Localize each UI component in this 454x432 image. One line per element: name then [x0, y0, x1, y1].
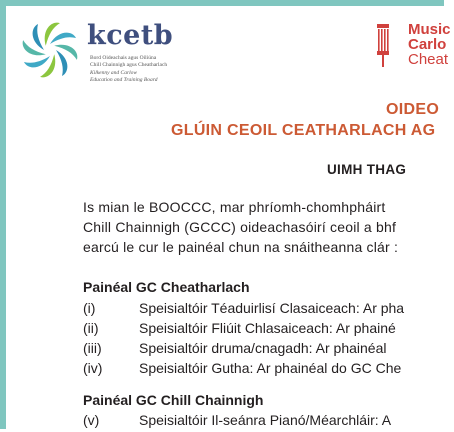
intro-line-3: earcú le cur le painéal chun na snáitheanna clár :	[83, 239, 399, 255]
kcetb-swirl-icon	[20, 20, 80, 80]
item-number: (i)	[83, 300, 96, 316]
document-title-line-2: GLÚIN CEOIL CEATHARLACH AG	[171, 122, 436, 139]
kcetb-tagline-4: Education and Training Board	[90, 77, 158, 83]
kcetb-tagline-1: Bord Oideachais agus Oiliúna	[90, 55, 157, 61]
item-text: Speisialtóir Téaduirlisí Clasaiceach: Ar pha	[139, 300, 405, 316]
item-text: Speisialtóir Gutha: Ar phainéal do GC Che	[139, 360, 402, 376]
document-title-line-1: OIDEO	[386, 101, 440, 118]
harp-icon	[374, 22, 392, 68]
kcetb-tagline-2: Chill Chainnigh agus Cheatharlach	[90, 62, 168, 68]
kcetb-logo	[20, 20, 220, 82]
panel-heading-kilkenny: Painéal GC Chill Chainnigh	[83, 392, 264, 408]
item-number: (ii)	[83, 320, 99, 336]
music-logo-line-2: Carlo	[408, 36, 447, 53]
panel-heading-carlow: Painéal GC Cheatharlach	[83, 279, 250, 295]
kcetb-tagline-3: Kilkenny and Carlow	[90, 70, 138, 76]
music-generation-logo	[374, 22, 454, 72]
intro-line-2: Chill Chainnigh (GCCC) oideachasóirí ceoil a bhf	[83, 219, 397, 235]
item-text: Speisialtóir Fliúit Chlasaiceach: Ar phainé	[139, 320, 396, 336]
item-text: Speisialtóir Il-seánra Pianó/Méarchláir: A	[139, 412, 392, 428]
item-text: Speisialtóir druma/cnagadh: Ar phainéal	[139, 340, 387, 356]
item-number: (iv)	[83, 360, 103, 376]
music-logo-line-3: Cheat	[408, 51, 449, 68]
item-number: (v)	[83, 412, 100, 428]
reference-number: UIMH THAG	[327, 162, 407, 177]
intro-line-1: Is mian le BOOCCC, mar phríomh-chomhpháirt	[83, 199, 386, 215]
item-number: (iii)	[83, 340, 102, 356]
music-logo-line-1: Music	[408, 21, 451, 38]
kcetb-wordmark: kcetb	[87, 20, 174, 51]
